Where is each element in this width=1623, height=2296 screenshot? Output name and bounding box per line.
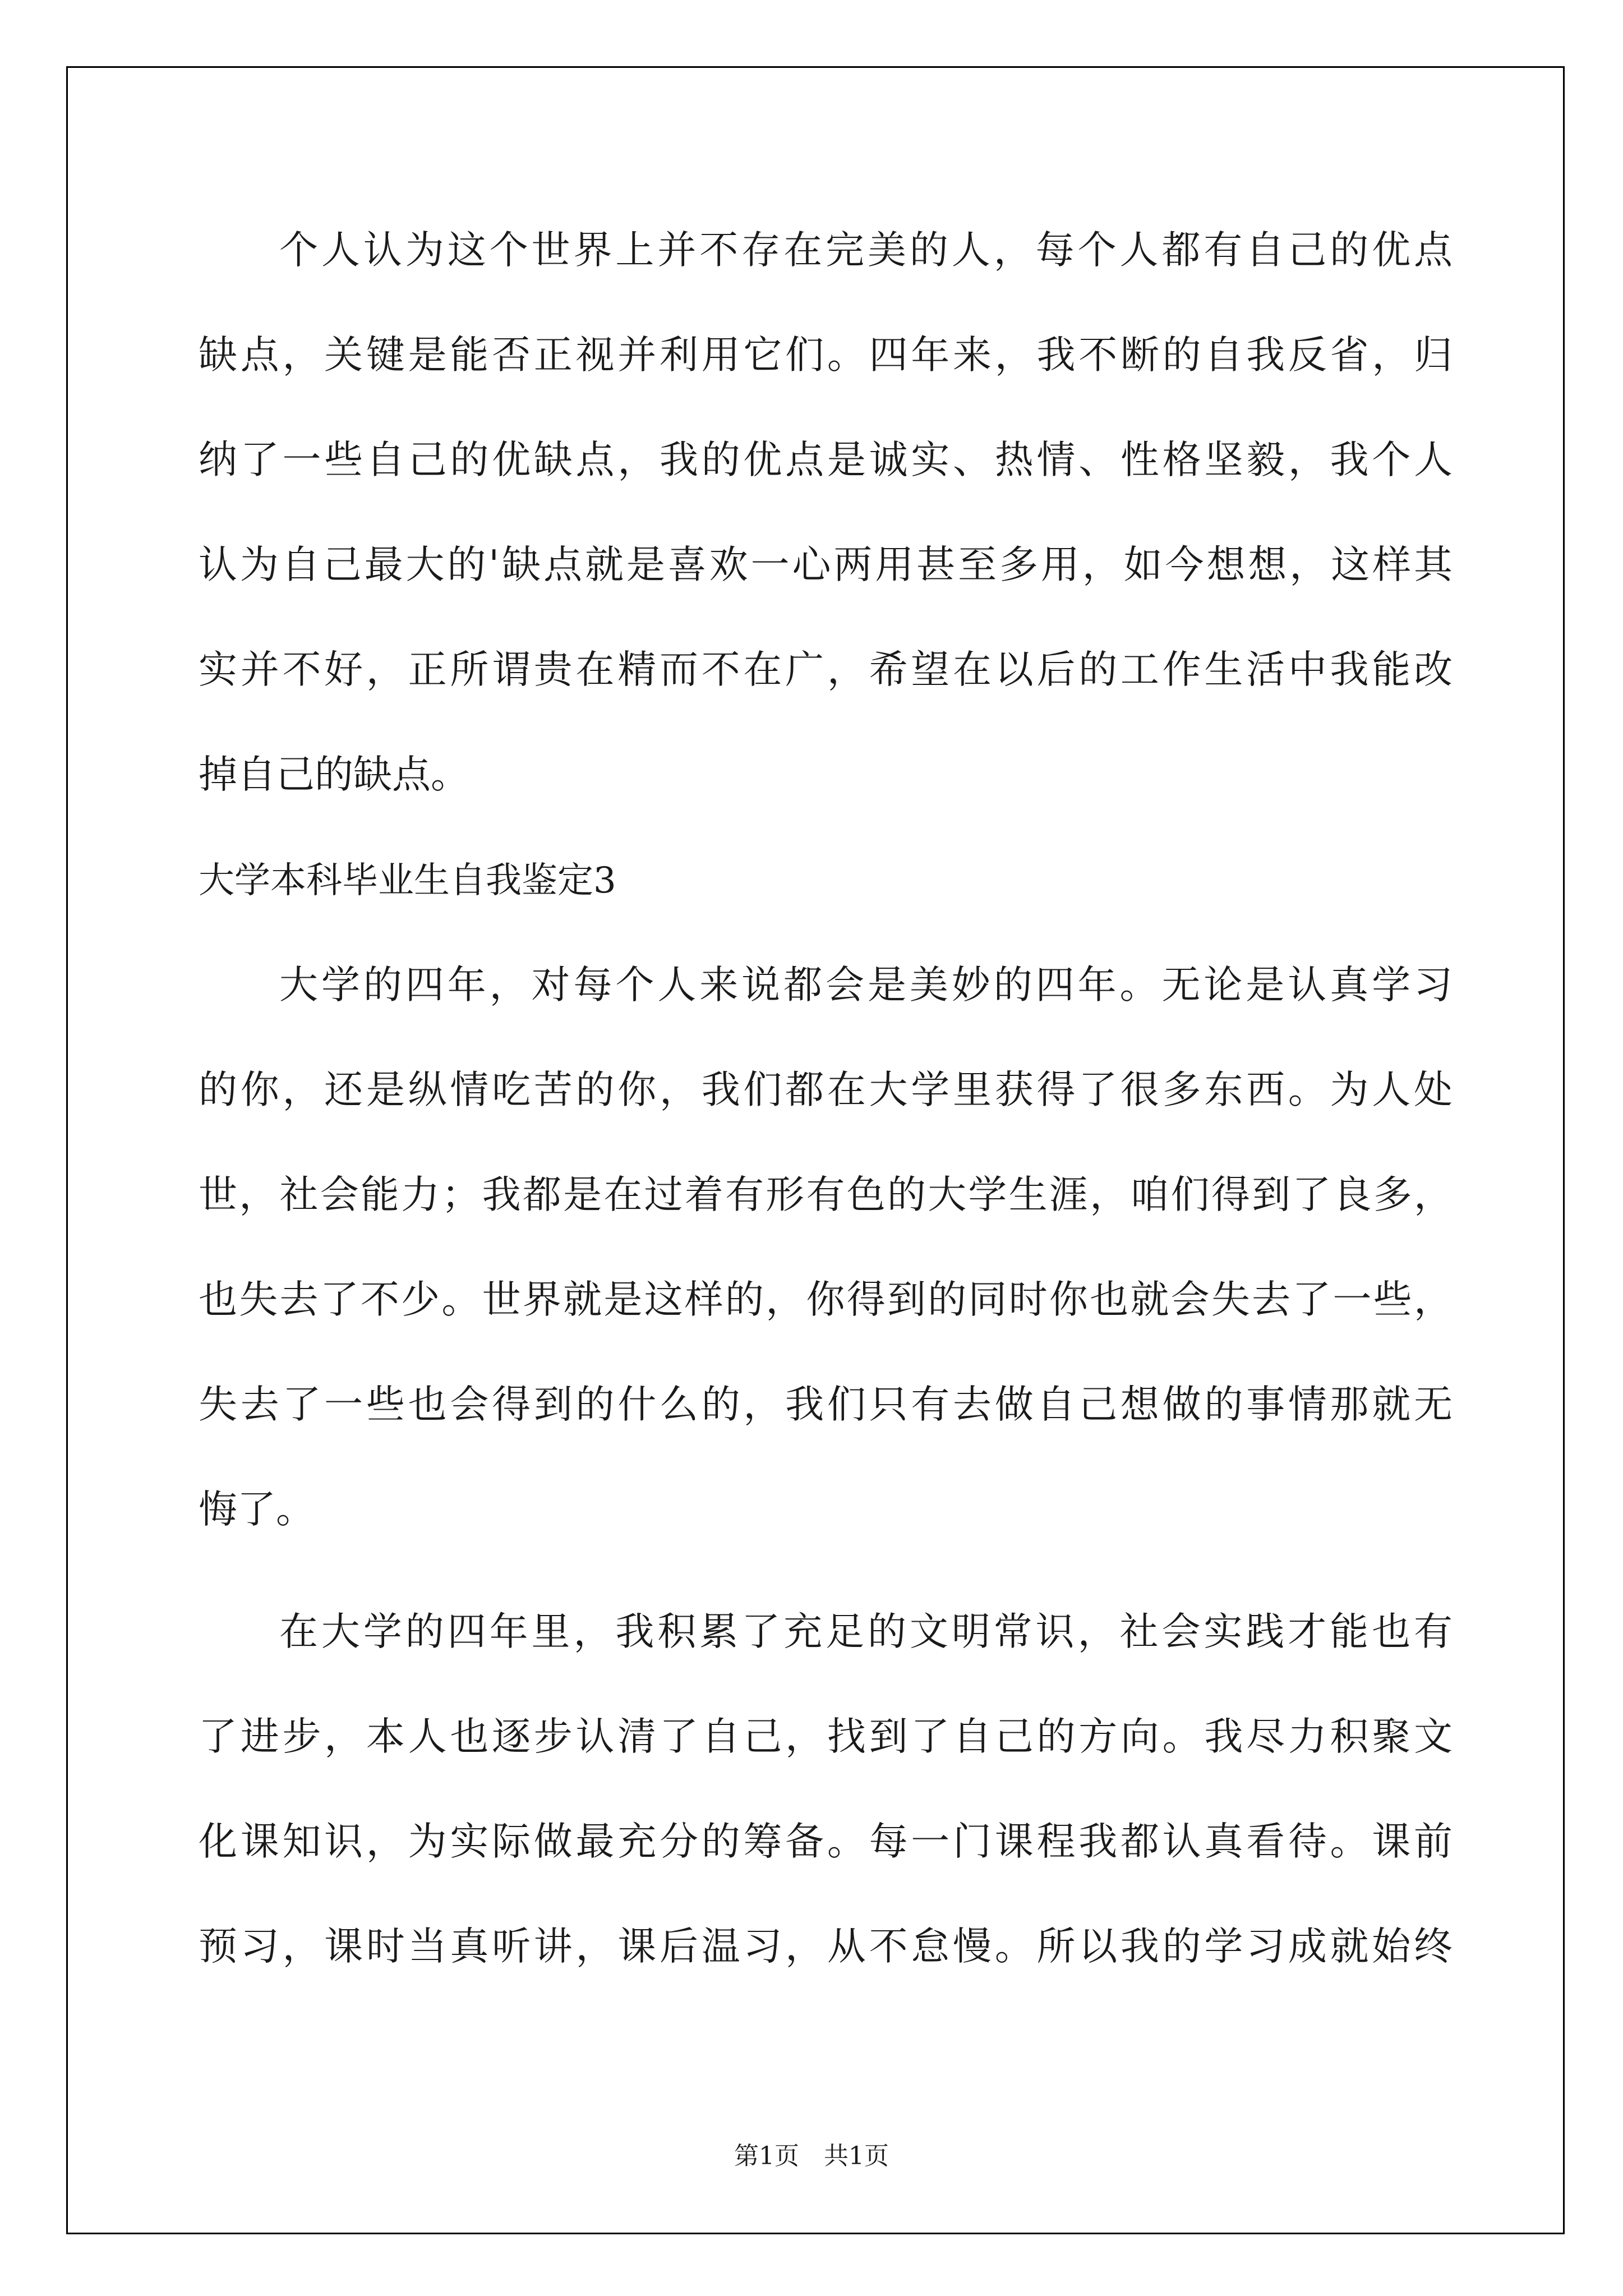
paragraph-1-line-5: 实并不好，正所谓贵在精而不在广，希望在以后的工作生活中我能改 <box>199 647 1453 692</box>
paragraph-2-line-4: 也失去了不少。世界就是这样的，你得到的同时你也就会失去了一些， <box>199 1277 1453 1322</box>
paragraph-1-line-4: 认为自己最大的'缺点就是喜欢一心两用甚至多用，如今想想，这样其 <box>199 542 1453 587</box>
paragraph-3-line-1: 在大学的四年里，我积累了充足的文明常识，社会实践才能也有 <box>279 1609 1453 1654</box>
paragraph-2-line-2: 的你，还是纵情吃苦的你，我们都在大学里获得了很多东西。为人处 <box>199 1068 1453 1112</box>
paragraph-2-line-1: 大学的四年，对每个人来说都会是美妙的四年。无论是认真学习 <box>279 963 1453 1007</box>
paragraph-1-line-1: 个人认为这个世界上并不存在完美的人，每个人都有自己的优点 <box>279 228 1453 273</box>
paragraph-1-line-3: 纳了一些自己的优缺点，我的优点是诚实、热情、性格坚毅，我个人 <box>199 438 1453 482</box>
paragraph-1-line-2: 缺点，关键是能否正视并利用它们。四年来，我不断的自我反省，归 <box>199 333 1453 378</box>
paragraph-2-line-6: 悔了。 <box>199 1487 315 1532</box>
paragraph-3-line-2: 了进步，本人也逐步认清了自己，找到了自己的方向。我尽力积聚文 <box>199 1714 1453 1759</box>
page-number-footer: 第1页 共1页 <box>734 2142 889 2170</box>
paragraph-3-line-4: 预习，课时当真听讲，课后温习，从不怠慢。所以我的学习成就始终 <box>199 1924 1453 1969</box>
section-heading: 大学本科毕业生自我鉴定3 <box>199 860 616 901</box>
paragraph-1-line-6: 掉自己的缺点。 <box>199 752 469 797</box>
paragraph-3-line-3: 化课知识，为实际做最充分的筹备。每一门课程我都认真看待。课前 <box>199 1819 1453 1864</box>
paragraph-2-line-5: 失去了一些也会得到的什么的，我们只有去做自己想做的事情那就无 <box>199 1382 1453 1427</box>
page-border <box>66 66 1565 2234</box>
paragraph-2-line-3: 世，社会能力；我都是在过着有形有色的大学生涯，咱们得到了良多， <box>199 1172 1453 1217</box>
